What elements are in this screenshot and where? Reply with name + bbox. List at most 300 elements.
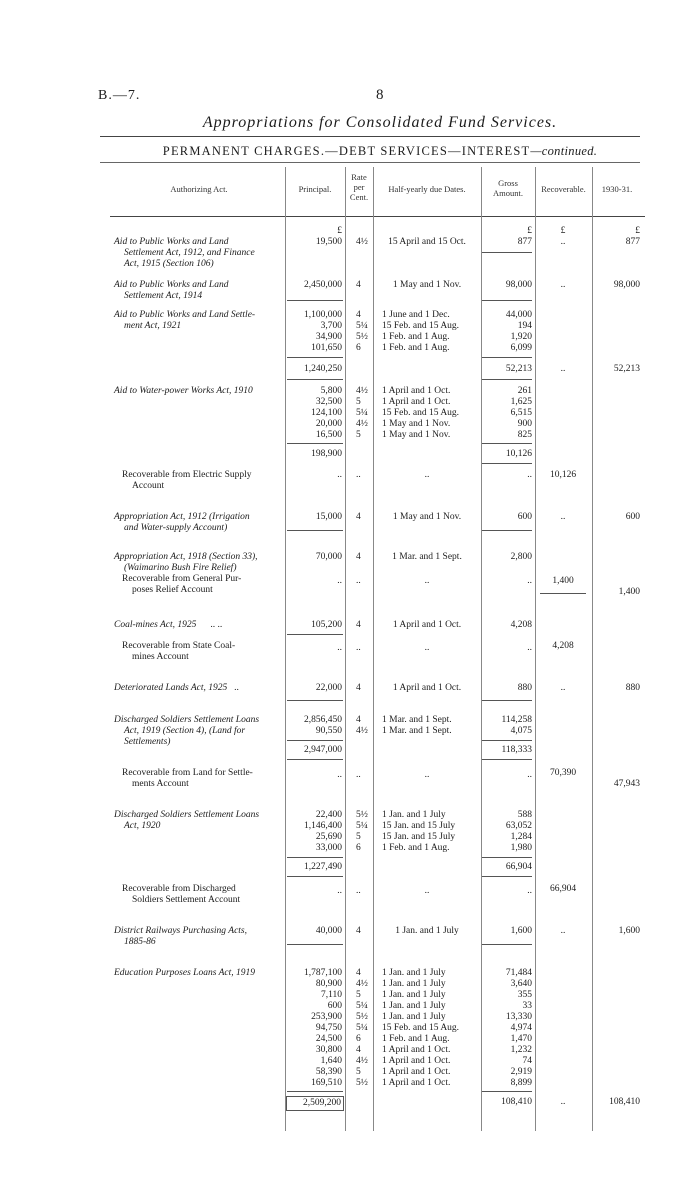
act-line bbox=[114, 620, 284, 631]
gross-value: 261 bbox=[517, 386, 532, 396]
subtotal-rule bbox=[482, 740, 532, 741]
principal-value: .. bbox=[337, 770, 342, 780]
gross-header-l1: Gross bbox=[498, 178, 518, 188]
principal-value: 5,800 bbox=[320, 386, 342, 396]
recoverable-value: .. bbox=[560, 926, 566, 936]
act-line: Aid to Public Works and Land bbox=[114, 280, 229, 290]
principal-value: 32,500 bbox=[315, 397, 342, 407]
dates-value: 15 Jan. and 15 July bbox=[382, 821, 456, 831]
table-row-act bbox=[114, 968, 284, 979]
rec-line: Recoverable from Land for Settle- bbox=[122, 768, 253, 778]
table-row-act bbox=[114, 683, 284, 694]
subtotal-rule bbox=[482, 857, 532, 858]
title-rule bbox=[100, 136, 640, 137]
rate-value: 4½ bbox=[356, 1056, 368, 1066]
principal-value: 70,000 bbox=[315, 552, 342, 562]
table-row-act bbox=[114, 810, 284, 832]
rec-line: Recoverable from Electric Supply bbox=[122, 470, 252, 480]
gross-list bbox=[482, 310, 532, 354]
dates-value: 1 Jan. and 1 July bbox=[382, 990, 446, 1000]
rate-value: 4½ bbox=[356, 237, 368, 247]
dates-value: 1 April and 1 Oct. bbox=[392, 683, 462, 693]
dates-value: .. bbox=[424, 576, 430, 586]
principal-value: 3,700 bbox=[320, 321, 342, 331]
rate-value: 5¼ bbox=[356, 821, 368, 831]
principal-value: 101,650 bbox=[311, 343, 342, 353]
table-row-act bbox=[114, 715, 284, 748]
dates-value: 15 Jan. and 15 July bbox=[382, 832, 456, 842]
subtotal-rule bbox=[482, 876, 532, 877]
dates-value: 1 April and 1 Oct. bbox=[382, 1056, 451, 1066]
table-row-recoverable bbox=[122, 470, 284, 492]
recoverable-value: 1,400 bbox=[552, 576, 574, 586]
year-value: 877 bbox=[625, 237, 640, 247]
dates-value: 1 Jan. and 1 July bbox=[382, 810, 446, 820]
rate-header-l1: Rate bbox=[351, 172, 367, 182]
table-row-recoverable bbox=[122, 574, 284, 596]
rate-value: 5½ bbox=[356, 332, 368, 342]
table-row-recoverable bbox=[122, 768, 284, 790]
dates-list bbox=[374, 810, 480, 854]
act-line: Act, 1920 bbox=[124, 821, 161, 831]
subtotal-rule bbox=[482, 700, 532, 701]
principal-value: 600 bbox=[327, 1001, 342, 1011]
col-header-gross bbox=[481, 178, 535, 198]
rate-value: 5 bbox=[356, 430, 361, 440]
subtotal-rule bbox=[482, 252, 532, 253]
rate-value: 5½ bbox=[356, 1012, 368, 1022]
principal-total: 2,947,000 bbox=[304, 745, 342, 755]
rate-value: 5¼ bbox=[356, 1023, 368, 1033]
leader-dots: .. .. bbox=[210, 620, 223, 630]
year-value: 98,000 bbox=[613, 280, 640, 290]
subtotal-rule bbox=[482, 759, 532, 760]
col-header-principal: Principal. bbox=[298, 184, 332, 194]
rate-value: 4 bbox=[356, 715, 361, 725]
dates-value: 1 June and 1 Dec. bbox=[382, 310, 450, 320]
principal-value: 20,000 bbox=[315, 419, 342, 429]
gross-header-l2: Amount. bbox=[493, 188, 523, 198]
rate-value: 4 bbox=[356, 620, 361, 630]
dates-value: 1 April and 1 Oct. bbox=[382, 386, 451, 396]
dates-value: 1 Feb. and 1 Aug. bbox=[382, 332, 450, 342]
rec-line: ments Account bbox=[132, 779, 189, 789]
gross-total: 118,333 bbox=[501, 745, 532, 755]
dates-value: 1 Jan. and 1 July bbox=[382, 1012, 446, 1022]
principal-value: 1,146,400 bbox=[304, 821, 342, 831]
principal-list bbox=[284, 810, 342, 854]
gross-value: 44,000 bbox=[505, 310, 532, 320]
dates-value: 1 Jan. and 1 July bbox=[382, 979, 446, 989]
dates-value: 1 Mar. and 1 Sept. bbox=[392, 552, 462, 562]
dates-value: .. bbox=[424, 470, 430, 480]
principal-total: 2,509,200 bbox=[286, 1096, 344, 1111]
subtitle-main: PERMANENT CHARGES.—DEBT SERVICES—INTEREST bbox=[162, 144, 531, 158]
act-line: District Railways Purchasing Acts, bbox=[114, 926, 247, 936]
dates-value: 1 Mar. and 1 Sept. bbox=[382, 715, 452, 725]
subtotal-rule bbox=[287, 857, 343, 858]
gross-value: 6,515 bbox=[510, 408, 532, 418]
act-name: Deteriorated Lands Act, 1925 bbox=[114, 683, 228, 693]
act-line bbox=[114, 683, 284, 694]
rate-value: 5 bbox=[356, 832, 361, 842]
table-row-act bbox=[114, 310, 284, 332]
subtotal-rule bbox=[482, 443, 532, 444]
act-line: Aid to Public Works and Land bbox=[114, 237, 229, 247]
act-line: Appropriation Act, 1912 (Irrigation bbox=[114, 512, 250, 522]
rec-line: Recoverable from General Pur- bbox=[122, 574, 242, 584]
gross-value: 74 bbox=[522, 1056, 532, 1066]
rec-line: Soldiers Settlement Account bbox=[132, 895, 241, 905]
principal-value: 19,500 bbox=[315, 237, 342, 247]
gross-value: .. bbox=[527, 643, 532, 653]
dates-value: 1 Feb. and 1 Aug. bbox=[382, 343, 450, 353]
subtotal-rule bbox=[482, 530, 532, 531]
act-line: (Waimarino Bush Fire Relief) bbox=[124, 563, 237, 573]
pound-sign: £ bbox=[635, 226, 640, 236]
principal-value: .. bbox=[337, 643, 342, 653]
gross-value: 13,330 bbox=[505, 1012, 532, 1022]
table-row-act bbox=[114, 237, 284, 270]
subtotal-rule bbox=[287, 443, 343, 444]
principal-value: 1,787,100 bbox=[304, 968, 342, 978]
col-divider bbox=[592, 167, 593, 1131]
subtotal-rule bbox=[287, 357, 343, 358]
rate-value: .. bbox=[356, 770, 361, 780]
subtitle-rule bbox=[100, 162, 640, 163]
dates-value: 1 April and 1 Oct. bbox=[392, 620, 462, 630]
rate-value: 5¼ bbox=[356, 408, 368, 418]
rate-value: 5½ bbox=[356, 810, 368, 820]
recoverable-value: 66,904 bbox=[549, 884, 577, 894]
rate-value: 4 bbox=[356, 310, 361, 320]
gross-value: 33 bbox=[522, 1001, 532, 1011]
dates-value: 1 May and 1 Nov. bbox=[392, 512, 462, 522]
col-header-recoverable: Recoverable. bbox=[541, 184, 586, 194]
act-line: and Water-supply Account) bbox=[124, 523, 228, 533]
recoverable-value: .. bbox=[560, 280, 566, 290]
col-header-dates: Half-yearly due Dates. bbox=[388, 184, 466, 194]
recoverable-value: .. bbox=[560, 1097, 566, 1107]
gross-value: 2,919 bbox=[510, 1067, 532, 1077]
principal-value: 94,750 bbox=[315, 1023, 342, 1033]
principal-value: 33,000 bbox=[315, 843, 342, 853]
dates-list bbox=[374, 386, 480, 441]
recoverable-value: 10,126 bbox=[549, 470, 577, 480]
dates-list bbox=[374, 310, 480, 354]
subtotal-rule bbox=[540, 593, 586, 594]
recoverable-value: .. bbox=[560, 237, 566, 247]
principal-value: 22,000 bbox=[315, 683, 342, 693]
dates-value: 15 April and 15 Oct. bbox=[388, 237, 466, 247]
rate-list bbox=[350, 715, 376, 737]
gross-list bbox=[482, 386, 532, 441]
page-title: Appropriations for Consolidated Fund Services. bbox=[202, 114, 558, 131]
rate-value: 6 bbox=[356, 1034, 361, 1044]
dates-value: 1 April and 1 Oct. bbox=[382, 1078, 451, 1088]
gross-value: 825 bbox=[517, 430, 532, 440]
gross-value: 1,625 bbox=[510, 397, 532, 407]
dates-value: 1 May and 1 Nov. bbox=[382, 430, 451, 440]
gross-value: 1,470 bbox=[510, 1034, 532, 1044]
gross-value: 588 bbox=[517, 810, 532, 820]
gross-value: .. bbox=[527, 886, 532, 896]
gross-value: 114,258 bbox=[501, 715, 532, 725]
gross-list bbox=[482, 715, 532, 737]
principal-value: 1,640 bbox=[320, 1056, 342, 1066]
year-value: 108,410 bbox=[609, 1097, 640, 1107]
col-header-year: 1930-31. bbox=[601, 184, 633, 194]
principal-value: 34,900 bbox=[315, 332, 342, 342]
act-line: Act, 1915 (Section 106) bbox=[124, 259, 214, 269]
act-line: Education Purposes Loans Act, 1919 bbox=[114, 968, 256, 978]
pound-sign: £ bbox=[337, 226, 342, 236]
gross-value: .. bbox=[527, 770, 532, 780]
rate-value: 4½ bbox=[356, 419, 368, 429]
rate-value: .. bbox=[356, 470, 361, 480]
subtotal-rule bbox=[287, 700, 343, 701]
gross-value: 6,099 bbox=[510, 343, 532, 353]
year-value: 52,213 bbox=[613, 364, 640, 374]
recoverable-value: .. bbox=[560, 683, 566, 693]
table-row-act bbox=[114, 280, 284, 302]
gross-value: 1,232 bbox=[510, 1045, 532, 1055]
act-line: Settlement Act, 1912, and Finance bbox=[124, 248, 255, 258]
subtotal-rule bbox=[287, 1091, 343, 1092]
principal-value: 7,110 bbox=[320, 990, 342, 1000]
dates-value: .. bbox=[424, 643, 430, 653]
rate-value: 5½ bbox=[356, 1078, 368, 1088]
table-row-act bbox=[114, 926, 284, 948]
gross-value: 63,052 bbox=[505, 821, 532, 831]
dates-value: 1 Jan. and 1 July bbox=[395, 926, 459, 936]
rate-header-l3: Cent. bbox=[349, 192, 369, 202]
act-line: Aid to Water-power Works Act, 1910 bbox=[114, 386, 253, 396]
col-header-rate bbox=[345, 172, 373, 202]
gross-value: 4,974 bbox=[510, 1023, 532, 1033]
principal-total: 1,227,490 bbox=[304, 862, 342, 872]
principal-total: 198,900 bbox=[311, 449, 342, 459]
gross-value: .. bbox=[527, 576, 532, 586]
subtotal-rule bbox=[287, 530, 343, 531]
pound-sign: £ bbox=[527, 226, 532, 236]
act-line: Settlement Act, 1914 bbox=[124, 291, 203, 301]
dates-value: 1 Jan. and 1 July bbox=[382, 968, 446, 978]
principal-value: 1,100,000 bbox=[304, 310, 342, 320]
gross-value: 3,640 bbox=[510, 979, 532, 989]
rec-line: poses Relief Account bbox=[132, 585, 213, 595]
rate-value: .. bbox=[356, 576, 361, 586]
rate-list bbox=[350, 386, 376, 441]
act-line: Discharged Soldiers Settlement Loans bbox=[114, 810, 260, 820]
principal-list bbox=[284, 386, 342, 441]
year-value: 47,943 bbox=[613, 779, 640, 789]
page-number: 8 bbox=[376, 87, 384, 103]
dates-value: 1 Jan. and 1 July bbox=[382, 1001, 446, 1011]
act-line: Settlements) bbox=[124, 737, 171, 747]
principal-value: 124,100 bbox=[311, 408, 342, 418]
col-divider bbox=[535, 167, 536, 1131]
rate-value: 4½ bbox=[356, 726, 368, 736]
gross-value: 4,075 bbox=[510, 726, 532, 736]
gross-value: 355 bbox=[517, 990, 532, 1000]
principal-list bbox=[284, 310, 342, 354]
table-row-recoverable bbox=[122, 884, 284, 906]
rate-list bbox=[350, 810, 376, 854]
rate-value: 4 bbox=[356, 1045, 361, 1055]
rec-line: Recoverable from Discharged bbox=[122, 884, 236, 894]
rate-value: 5¼ bbox=[356, 1001, 368, 1011]
gross-total: 66,904 bbox=[505, 862, 532, 872]
year-value: 600 bbox=[625, 512, 640, 522]
dates-list bbox=[374, 715, 480, 737]
recoverable-value: .. bbox=[560, 364, 566, 374]
rate-value: 4 bbox=[356, 683, 361, 693]
subtotal-rule bbox=[482, 300, 532, 301]
subtotal-rule bbox=[482, 379, 532, 380]
subtotal-rule bbox=[287, 944, 343, 945]
rec-line: Account bbox=[132, 481, 165, 491]
dates-value: 15 Feb. and 15 Aug. bbox=[382, 321, 460, 331]
gross-value: 1,980 bbox=[510, 843, 532, 853]
rate-value: 4 bbox=[356, 968, 361, 978]
principal-value: 16,500 bbox=[315, 430, 342, 440]
act-line: ment Act, 1921 bbox=[124, 321, 182, 331]
dates-value: 1 April and 1 Oct. bbox=[382, 1045, 451, 1055]
principal-value: 2,450,000 bbox=[304, 280, 342, 290]
principal-value: 58,390 bbox=[315, 1067, 342, 1077]
act-line: Act, 1919 (Section 4), (Land for bbox=[124, 726, 246, 736]
act-line: Appropriation Act, 1918 (Section 33), bbox=[114, 552, 258, 562]
rate-value: 5¼ bbox=[356, 321, 368, 331]
gross-total: 10,126 bbox=[505, 449, 532, 459]
dates-value: 1 Mar. and 1 Sept. bbox=[382, 726, 452, 736]
rate-value: .. bbox=[356, 643, 361, 653]
page-reference: B.—7. bbox=[98, 88, 141, 103]
gross-value: 1,284 bbox=[510, 832, 532, 842]
gross-value: 600 bbox=[517, 512, 532, 522]
gross-value: 900 bbox=[517, 419, 532, 429]
year-value: 880 bbox=[625, 683, 640, 693]
gross-value: 877 bbox=[517, 237, 532, 247]
principal-value: 40,000 bbox=[315, 926, 342, 936]
rec-line: mines Account bbox=[132, 652, 189, 662]
principal-value: 80,900 bbox=[315, 979, 342, 989]
year-value: 1,400 bbox=[618, 587, 640, 597]
rate-value: 4½ bbox=[356, 979, 368, 989]
principal-value: 24,500 bbox=[315, 1034, 342, 1044]
rate-value: 4½ bbox=[356, 386, 368, 396]
rate-value: 5 bbox=[356, 990, 361, 1000]
principal-total: 1,240,250 bbox=[304, 364, 342, 374]
table-row-act bbox=[114, 620, 284, 631]
header-rule bbox=[110, 216, 645, 217]
gross-value: 1,600 bbox=[510, 926, 532, 936]
table-row-act bbox=[114, 512, 284, 534]
gross-value: 98,000 bbox=[505, 280, 532, 290]
principal-value: .. bbox=[337, 576, 342, 586]
principal-value: 169,510 bbox=[311, 1078, 342, 1088]
dates-value: 1 May and 1 Nov. bbox=[382, 419, 451, 429]
table-row-recoverable bbox=[122, 641, 284, 663]
rate-value: 4 bbox=[356, 512, 361, 522]
subtotal-rule bbox=[482, 357, 532, 358]
principal-value: 22,400 bbox=[315, 810, 342, 820]
dates-value: 15 Feb. and 15 Aug. bbox=[382, 1023, 460, 1033]
subtotal-rule bbox=[287, 759, 343, 760]
gross-value: 1,920 bbox=[510, 332, 532, 342]
principal-value: 253,900 bbox=[311, 1012, 342, 1022]
year-value: 1,600 bbox=[618, 926, 640, 936]
subtotal-rule bbox=[287, 740, 343, 741]
subtotal-rule bbox=[287, 379, 343, 380]
principal-list bbox=[284, 715, 342, 737]
subtotal-rule bbox=[287, 876, 343, 877]
principal-value: 25,690 bbox=[315, 832, 342, 842]
rate-header-l2: per bbox=[353, 182, 365, 192]
gross-total: 52,213 bbox=[505, 364, 532, 374]
table-row-act bbox=[114, 386, 284, 397]
pound-sign: £ bbox=[560, 226, 566, 236]
dates-value: 1 Feb. and 1 Aug. bbox=[382, 843, 450, 853]
dates-list bbox=[374, 968, 480, 1089]
rate-value: 6 bbox=[356, 843, 361, 853]
dates-value: .. bbox=[424, 886, 430, 896]
principal-value: 2,856,450 bbox=[304, 715, 342, 725]
subtotal-rule bbox=[482, 463, 532, 464]
subtotal-rule bbox=[482, 944, 532, 945]
rate-value: 6 bbox=[356, 343, 361, 353]
act-name: Coal-mines Act, 1925 bbox=[114, 620, 197, 630]
gross-list bbox=[482, 968, 532, 1089]
leader-dots: .. bbox=[234, 683, 240, 693]
gross-value: 880 bbox=[517, 683, 532, 693]
gross-value: 4,208 bbox=[510, 620, 532, 630]
subtotal-rule bbox=[287, 634, 343, 635]
recoverable-value: 4,208 bbox=[552, 641, 574, 651]
principal-list bbox=[284, 968, 342, 1089]
rate-value: 4 bbox=[356, 926, 361, 936]
gross-list bbox=[482, 810, 532, 854]
dates-value: .. bbox=[424, 770, 430, 780]
gross-value: 8,899 bbox=[510, 1078, 532, 1088]
col-header-act: Authorizing Act. bbox=[170, 184, 228, 194]
gross-value: 194 bbox=[517, 321, 532, 331]
dates-value: 15 Feb. and 15 Aug. bbox=[382, 408, 460, 418]
dates-value: 1 May and 1 Nov. bbox=[392, 280, 462, 290]
rate-list bbox=[350, 310, 376, 354]
table-row-act bbox=[114, 552, 284, 574]
act-line: 1885-86 bbox=[124, 937, 156, 947]
recoverable-value: 70,390 bbox=[549, 768, 577, 778]
rate-value: 4 bbox=[356, 280, 361, 290]
col-divider bbox=[345, 167, 346, 1131]
principal-value: .. bbox=[337, 470, 342, 480]
gross-value: .. bbox=[527, 470, 532, 480]
principal-value: .. bbox=[337, 886, 342, 896]
section-subtitle bbox=[40, 144, 700, 159]
rate-value: 5 bbox=[356, 397, 361, 407]
gross-value: 2,800 bbox=[510, 552, 532, 562]
subtotal-rule bbox=[287, 300, 343, 301]
rec-line: Recoverable from State Coal- bbox=[122, 641, 236, 651]
rate-list bbox=[350, 968, 376, 1089]
principal-value: 90,550 bbox=[315, 726, 342, 736]
gross-total: 108,410 bbox=[501, 1097, 532, 1107]
principal-value: 105,200 bbox=[311, 620, 342, 630]
dates-value: 1 Feb. and 1 Aug. bbox=[382, 1034, 450, 1044]
subtotal-rule bbox=[482, 1091, 532, 1092]
